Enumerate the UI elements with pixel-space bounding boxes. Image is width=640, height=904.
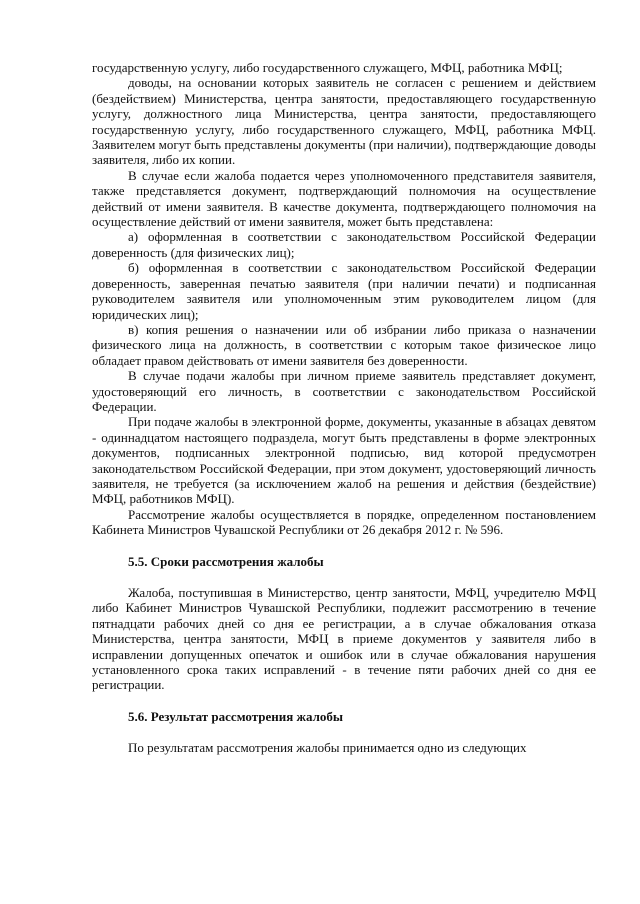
paragraph-representative: В случае если жалоба подается через уполномоченного представителя заявителя, также представляется документ, подтверждающий полномочия на осуществление действий от имени заявителя. В качестве документа, подтверждающего полномочия на осуществление действий от имени заявителя, может быть представлена: (92, 167, 596, 230)
list-item-c: в) копия решения о назначении или об избрании либо приказа о назначении физического лица на должность, в соответствии с которым такое физическое лицо обладает правом действовать от имени заявителя без доверенности. (92, 321, 596, 368)
list-item-a: а) оформленная в соответствии с законодательством Российской Федерации доверенность (для физических лиц); (92, 229, 596, 260)
paragraph-electronic-form: При подаче жалобы в электронной форме, документы, указанные в абзацах девятом - одиннадцатом настоящего подраздела, могут быть представлены в форме электронных документов, подписанных электронной подписью, вид которой предусмотрен законодательством Российской Федерации, при этом документ, удостоверяющий личность заявителя, не требуется (за исключением жалоб на решения и действия (бездействие) МФЦ, работников МФЦ). (92, 414, 596, 507)
paragraph-arguments: доводы, на основании которых заявитель не согласен с решением и действием (бездействием) Министерства, центра занятости, предоставляющего государственную услугу, должностного лица Министерства, центра занятости, предоставляющего государственную услугу, либо государственного служащего, МФЦ, работника МФЦ. Заявителем могут быть представлены документы (при наличии), подтверждающие доводы заявителя, либо их копии. (92, 75, 596, 168)
paragraph-procedure: Рассмотрение жалобы осуществляется в порядке, определенном постановлением Кабинета Министров Чувашской Республики от 26 декабря 2012 г. № 596. (92, 506, 596, 538)
paragraph-continuation: государственную услугу, либо государственного служащего, МФЦ, работника МФЦ; (92, 60, 563, 75)
paragraph-personal-reception: В случае подачи жалобы при личном приеме заявитель представляет документ, удостоверяющий его личность, в соответствии с законодательством Российской Федерации. (92, 368, 596, 414)
section-heading-5-6: 5.6. Результат рассмотрения жалобы (128, 708, 344, 724)
section-text-5-5: Жалоба, поступившая в Министерство, центр занятости, МФЦ, учредителю МФЦ либо Кабинет Министров Чувашской Республики, подлежит рассмотрению в течение пятнадцати рабочих дней со дня ее регистрации, а в случае обжалования отказа Министерства, центра занятости, МФЦ в приеме документов у заявителя либо в исправлении допущенных опечаток и ошибок или в случае обжалования нарушения установленного срока таких исправлений - в течение пяти рабочих дней со дня ее регистрации. (92, 585, 596, 693)
section-heading-5-5: 5.5. Сроки рассмотрения жалобы (128, 553, 324, 569)
section-text-5-6: По результатам рассмотрения жалобы принимается одно из следующих (128, 740, 527, 756)
list-item-b: б) оформленная в соответствии с законодательством Российской Федерации доверенность, заверенная печатью заявителя (при наличии печати) и подписанная руководителем заявителя или уполномоченным этим руководителем лицом (для юридических лиц); (92, 260, 596, 322)
document-page (92, 60, 596, 756)
